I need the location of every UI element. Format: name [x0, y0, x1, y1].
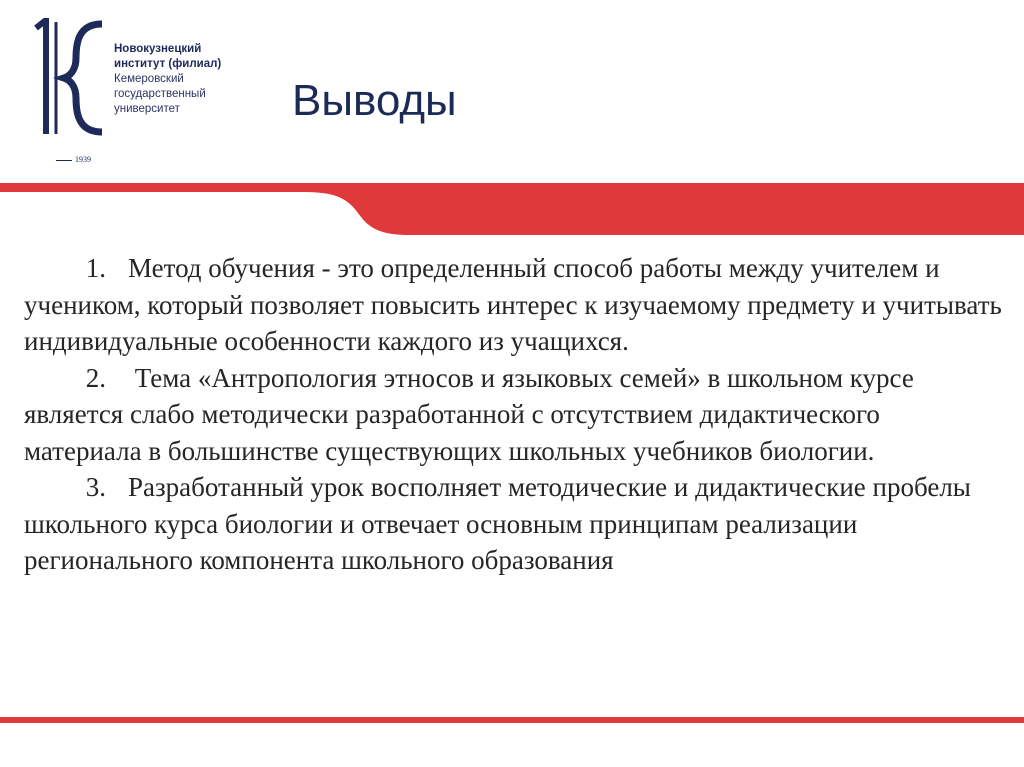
logo-line: Новокузнецкий — [114, 43, 202, 55]
logo-line: государственный — [114, 88, 206, 100]
logo-line: Кемеровский — [114, 73, 184, 85]
list-item — [24, 360, 1004, 470]
list-item — [24, 250, 1004, 360]
institute-logo — [30, 18, 250, 168]
logo-mark-icon — [30, 18, 110, 138]
logo-line: институт (филиал) — [114, 58, 222, 70]
conclusions-list — [24, 250, 1004, 579]
item-text: Разработанный урок восполняет методические и дидактические пробелы школьного курса биологии и отвечает основным принципам реализации регионального компонента школьного образования — [24, 472, 971, 575]
item-number: 3. — [85, 472, 106, 502]
red-header-band — [0, 183, 1024, 243]
logo-line: университет — [114, 103, 180, 115]
item-text: Метод обучения - это определенный способ работы между учителем и учеником, который позволяет повысить интерес к изучаемому предмету и учитывать индивидуальные особенности каждого из учащихся. — [24, 253, 1002, 356]
item-number: 1. — [85, 253, 106, 283]
item-number: 2. — [85, 362, 106, 393]
logo-year: 1939 — [56, 155, 91, 164]
item-text: Тема «Антропология этносов и языковых семей» в школьном курсе является слабо методически разработанной с отсутствием дидактического материала в большинстве существующих школьных учебников биологии. — [24, 362, 914, 466]
logo-text — [114, 42, 254, 117]
list-item — [24, 469, 1004, 579]
bottom-divider — [0, 717, 1024, 723]
slide-title: Выводы — [292, 76, 457, 125]
